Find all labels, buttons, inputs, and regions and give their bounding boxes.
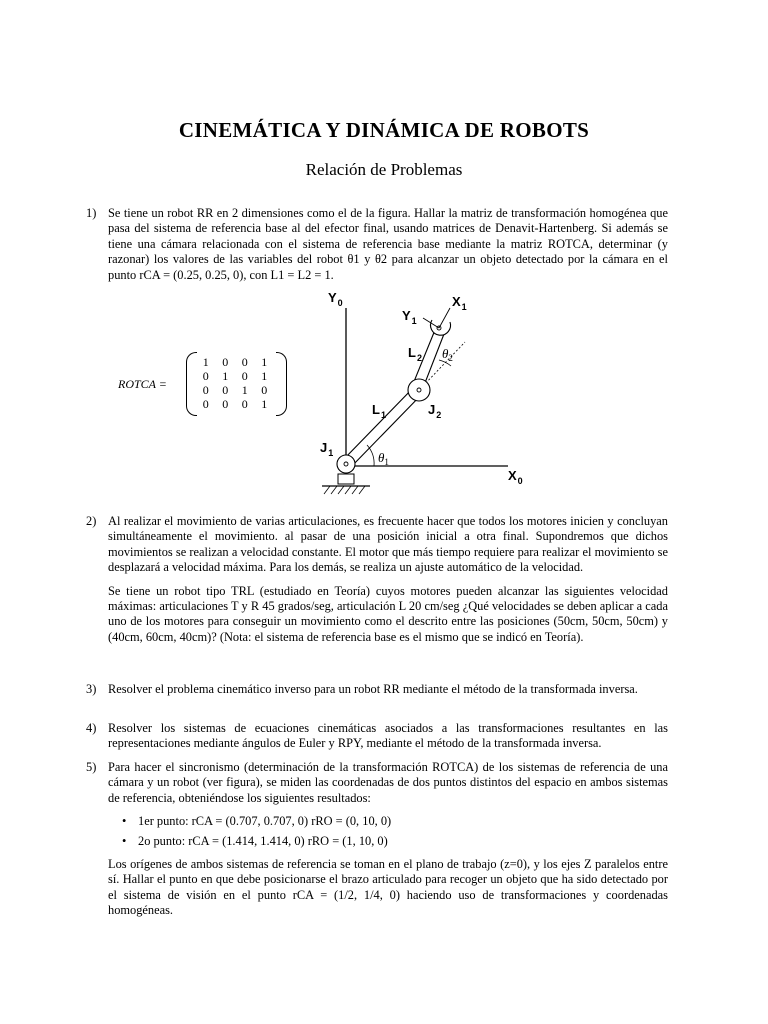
link-l2-edge — [423, 334, 444, 388]
problem-text-continued: Los orígenes de ambos sistemas de referencia se toman en el plano de trabajo (z=0), y los ejes Z paralelos entre sí. Hallar el punto en que debe posicionarse el brazo articulado para recoger un objeto que ha sido detectado por el sistema de visión en el punto rCA = (1/2, 1/4, 0) haciendo uso de transformaciones y coordenadas homogéneas. — [108, 857, 668, 918]
matrix-cell: 0 — [222, 355, 229, 369]
ground-hatching — [324, 486, 365, 494]
problem-number: 1) — [86, 206, 97, 220]
problem-number: 2) — [86, 514, 97, 528]
link-l1-edge — [343, 386, 415, 460]
matrix-cell: 0 — [222, 397, 229, 411]
label-x0: $X_0$ — [508, 468, 523, 486]
matrix-cell: 1 — [222, 369, 229, 383]
problem-1 — [86, 206, 668, 283]
matrix-cell: 1 — [202, 355, 209, 369]
page-title: CINEMÁTICA Y DINÁMICA DE ROBOTS — [178, 118, 590, 142]
matrix-label: ROTCA = — [118, 377, 167, 391]
problem-text: Al realizar el movimiento de varias articulaciones, es frecuente hacer que todos los motores inicien y concluyan simultáneamente el movimiento. al pasar de una posición inicial a otra final. Supondremos que dichos movimientos se realizan a velocidad constante. El motor que más tiempo requiere para realizar el movimiento se desplazará a velocidad máxima. Para los demás, se realiza un ajuste automático de la velocidad. — [108, 514, 668, 575]
page-subtitle: Relación de Problemas — [305, 160, 463, 179]
robot-diagram — [110, 290, 540, 500]
matrix-cell: 0 — [222, 383, 229, 397]
problem-number: 3) — [86, 682, 97, 696]
label-y1: $Y_1$ — [402, 308, 417, 326]
matrix-cell: 0 — [202, 369, 209, 383]
label-x1: $X_1$ — [452, 294, 467, 312]
matrix-cell: 0 — [202, 383, 209, 397]
problem-text: Se tiene un robot RR en 2 dimensiones como el de la figura. Hallar la matriz de transformación homogénea que pasa del sistema de referencia base al del efector final, usando matrices de Denavit-Hartenberg. Si además se tiene una cámara relacionada con el sistema de referencia base mediante la matriz ROTCA, determinar (y razonar) los valores de las variables del robot θ1 y θ2 para alcanzar un objeto detectado por la cámara en el punto rCA = (0.25, 0.25, 0), con L1 = L2 = 1. — [108, 206, 668, 282]
problem-4 — [86, 721, 668, 752]
matrix-cell: 1 — [261, 369, 268, 383]
problem-text: Resolver el problema cinemático inverso para un robot RR mediante el método de la transformada inversa. — [108, 682, 638, 696]
label-l2: $L_2$ — [408, 345, 422, 363]
problem-text-continued: Se tiene un robot tipo TRL (estudiado en Teoría) cuyos motores pueden alcanzar las siguientes velocidad máximas: articulaciones T y R 45 grados/seg, articulación L 20 cm/seg ¿Qué velocidades se deben aplicar a cada uno de los motores para conseguir un movimiento como el descrito entre las posiciones (50cm, 50cm, 50cm) y (40cm, 60cm, 40cm)? (Nota: el sistema de referencia base es el mismo que se indicó en Teoría). — [108, 583, 668, 644]
matrix-cell: 0 — [241, 397, 248, 411]
matrix-cell: 0 — [261, 383, 268, 397]
robot-base — [338, 474, 354, 484]
matrix-cell: 1 — [261, 355, 268, 369]
label-theta2: $\theta_2$ — [442, 346, 453, 363]
matrix-cell: 0 — [202, 397, 209, 411]
robot-rr-figure — [110, 290, 540, 500]
measurement-list — [122, 814, 668, 849]
label-l1: $L_1$ — [372, 402, 386, 420]
matrix-cell: 0 — [241, 369, 248, 383]
theta1-arc — [367, 445, 374, 466]
problem-2 — [86, 514, 668, 645]
problem-5 — [86, 760, 668, 919]
label-j1: $J_1$ — [320, 440, 334, 458]
problem-3 — [86, 682, 668, 697]
problem-number: 4) — [86, 721, 97, 735]
list-item: • 1er punto: rCA = (0.707, 0.707, 0) rRO = (0, 10, 0) — [122, 814, 668, 829]
label-theta1: $\theta_1$ — [378, 450, 389, 467]
list-item: • 2o punto: rCA = (1.414, 1.414, 0) rRO = (1, 10, 0) — [122, 834, 668, 849]
problem-text: Para hacer el sincronismo (determinación de la transformación ROTCA) de los sistemas de referencia de una cámara y un robot (ver figura), se miden las coordenadas de dos puntos distintos del espacio en ambos sistemas de referencia, obteniéndose los siguientes resultados: — [108, 760, 668, 805]
problem-text: Resolver los sistemas de ecuaciones cinemáticas asociados a las transformaciones resultantes en las representaciones mediante ángulos de Euler y RPY, mediante el método de la transformada inversa. — [108, 721, 668, 751]
label-y0: $Y_0$ — [328, 290, 343, 308]
matrix-cell: 1 — [261, 397, 268, 411]
label-j2: $J_2$ — [428, 402, 442, 420]
matrix-cell: 0 — [241, 355, 248, 369]
problem-number: 5) — [86, 760, 97, 774]
matrix-cell: 1 — [241, 383, 248, 397]
